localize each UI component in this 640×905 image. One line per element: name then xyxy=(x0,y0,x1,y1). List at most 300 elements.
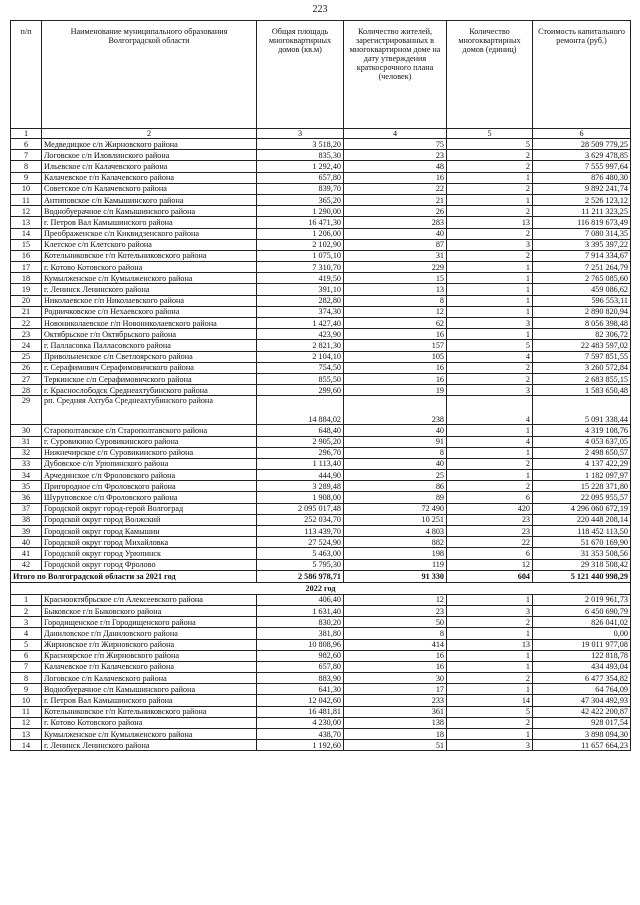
table-row xyxy=(11,217,631,228)
table-row xyxy=(11,661,631,672)
table-cell: 16 xyxy=(344,362,447,373)
col-number: 1 xyxy=(11,129,42,139)
table-cell: 233 xyxy=(344,695,447,706)
table-row xyxy=(11,695,631,706)
table-cell: 381,80 xyxy=(257,628,344,639)
table-cell: 641,30 xyxy=(257,684,344,695)
table-row xyxy=(11,206,631,217)
table-cell: Шуруповское с/п Фроловского района xyxy=(42,492,257,503)
table-cell: 4 230,00 xyxy=(257,717,344,728)
table-cell: 1 631,40 xyxy=(257,605,344,616)
table-cell: 86 xyxy=(344,481,447,492)
table-cell: Городской округ город Камышин xyxy=(42,526,257,537)
table-cell: 23 xyxy=(344,150,447,161)
table-cell: 21 xyxy=(344,194,447,205)
table-cell: 13 xyxy=(447,217,533,228)
table-cell: Быковское г/п Быковского района xyxy=(42,605,257,616)
table-cell: 11 657 664,23 xyxy=(533,740,631,751)
table-cell: г. Суровикино Суровикинского района xyxy=(42,436,257,447)
table-cell: Кумылженское с/п Кумылженского района xyxy=(42,273,257,284)
table-cell: Городищенское г/п Городищенского района xyxy=(42,617,257,628)
table-cell: 105 xyxy=(344,351,447,362)
table-cell: 30 xyxy=(344,673,447,684)
table-row xyxy=(11,150,631,161)
table-cell: 2 xyxy=(447,161,533,172)
table-cell: Ильевское с/п Калачевского района xyxy=(42,161,257,172)
table-cell: 8 xyxy=(11,161,42,172)
table-cell: Городской округ город Фролово xyxy=(42,559,257,570)
table-cell: 25 xyxy=(11,351,42,362)
table-cell: Калачевское г/п Калачевского района xyxy=(42,661,257,672)
table-cell: 826 041,02 xyxy=(533,617,631,628)
table-cell: 7 xyxy=(11,661,42,672)
table-cell: Новониколаевское г/п Новониколаевского района xyxy=(42,318,257,329)
table-cell: 62 xyxy=(344,318,447,329)
table-cell: 12 xyxy=(447,559,533,570)
table-cell: 648,40 xyxy=(257,425,344,436)
table-cell: 9 xyxy=(11,172,42,183)
table-cell: 32 xyxy=(11,447,42,458)
table-cell: г. Краснослободск Среднеахтубинского района xyxy=(42,385,257,396)
table-cell: 35 xyxy=(11,481,42,492)
table-cell: 29 xyxy=(11,396,42,425)
col-number: 2 xyxy=(42,129,257,139)
table-cell: 299,60 xyxy=(257,385,344,396)
table-cell: 31 xyxy=(11,436,42,447)
table-cell: 31 xyxy=(344,250,447,261)
table-cell: 2 821,30 xyxy=(257,340,344,351)
table-row xyxy=(11,628,631,639)
table-cell: Логовское с/п Калачевского района xyxy=(42,673,257,684)
table-cell: 2 095 017,48 xyxy=(257,503,344,514)
table-cell: 18 xyxy=(344,729,447,740)
table-cell: 4 296 060 672,19 xyxy=(533,503,631,514)
table-row xyxy=(11,351,631,362)
table-cell: 14 xyxy=(11,740,42,751)
table-cell: Нижнечирское с/п Суровикинского района xyxy=(42,447,257,458)
table-cell: 25 xyxy=(344,470,447,481)
table-cell: 282,80 xyxy=(257,295,344,306)
table-row xyxy=(11,559,631,570)
table-cell: 24 xyxy=(11,340,42,351)
table-cell: 596 553,11 xyxy=(533,295,631,306)
col-number: 3 xyxy=(257,129,344,139)
table-cell: 657,80 xyxy=(257,172,344,183)
table-cell: 2 905,20 xyxy=(257,436,344,447)
header-residents: Количество жителей, зарегистрированных в многоквартирном доме на дату утверждения краткосрочного плана (человек) xyxy=(344,21,447,129)
table-cell: 6 xyxy=(447,548,533,559)
table-cell: Кумылженское с/п Кумылженского района xyxy=(42,729,257,740)
table-cell: 6 xyxy=(11,139,42,150)
table-cell: 113 439,70 xyxy=(257,526,344,537)
table-cell: г. Котово Котовского района xyxy=(42,717,257,728)
table-cell: 22 xyxy=(447,537,533,548)
table-row xyxy=(11,318,631,329)
table-cell: 2 102,90 xyxy=(257,239,344,250)
table-cell: 51 xyxy=(344,740,447,751)
table-cell: 3 395 397,22 xyxy=(533,239,631,250)
table-cell: 2 890 820,94 xyxy=(533,306,631,317)
table-cell: 23 xyxy=(11,329,42,340)
table-cell: Котельниковское г/п Котельниковского района xyxy=(42,706,257,717)
table-cell: 1 xyxy=(447,470,533,481)
table-cell: 414 xyxy=(344,639,447,650)
table-cell: 2 xyxy=(447,206,533,217)
table-cell: 406,40 xyxy=(257,594,344,605)
table-cell: 4 053 637,05 xyxy=(533,436,631,447)
table-cell: 118 452 113,50 xyxy=(533,526,631,537)
table-cell: Клетское с/п Клетского района xyxy=(42,239,257,250)
table-cell: 365,20 xyxy=(257,194,344,205)
table-cell: 754,50 xyxy=(257,362,344,373)
table-cell: Арчединское с/п Фроловского района xyxy=(42,470,257,481)
table-cell: 296,70 xyxy=(257,447,344,458)
table-cell: 419,50 xyxy=(257,273,344,284)
table-row xyxy=(11,362,631,373)
table-row xyxy=(11,273,631,284)
table-cell: 2 765 085,60 xyxy=(533,273,631,284)
table-cell: 1 908,00 xyxy=(257,492,344,503)
table-cell: 839,70 xyxy=(257,183,344,194)
table-cell: 29 318 508,42 xyxy=(533,559,631,570)
table-cell: 36 xyxy=(11,492,42,503)
table-cell: 27 524,90 xyxy=(257,537,344,548)
table-cell: 1 xyxy=(447,425,533,436)
table-cell: Воднобуерачное с/п Камышинского района xyxy=(42,684,257,695)
table-cell: 13 xyxy=(344,284,447,295)
table-cell: 22 095 955,57 xyxy=(533,492,631,503)
table-cell: 17 xyxy=(344,684,447,695)
table-cell: 40 xyxy=(344,228,447,239)
table-cell: 4 xyxy=(447,351,533,362)
table-cell: 9 xyxy=(11,684,42,695)
table-cell: 4 xyxy=(447,396,533,425)
table-cell: 420 xyxy=(447,503,533,514)
page-number: 223 xyxy=(312,4,328,15)
table-cell: 882 xyxy=(344,537,447,548)
table-cell: Теркинское с/п Серафимовичского района xyxy=(42,373,257,384)
table-cell: 1 206,00 xyxy=(257,228,344,239)
total-cost: 5 121 440 998,29 xyxy=(533,570,631,582)
table-cell: 10 xyxy=(11,695,42,706)
table-cell: 34 xyxy=(11,470,42,481)
table-cell: 423,90 xyxy=(257,329,344,340)
table-cell: 2 xyxy=(447,673,533,684)
table-cell: 198 xyxy=(344,548,447,559)
table-cell: 26 xyxy=(11,362,42,373)
table-row xyxy=(11,172,631,183)
table-cell: 3 xyxy=(447,318,533,329)
table-cell: 33 xyxy=(11,458,42,469)
table-row xyxy=(11,306,631,317)
table-cell: 1 xyxy=(447,447,533,458)
table-cell: Николаевское г/п Николаевского района xyxy=(42,295,257,306)
table-cell: 438,70 xyxy=(257,729,344,740)
table-cell: 12 042,60 xyxy=(257,695,344,706)
table-row xyxy=(11,262,631,273)
table-cell: 37 xyxy=(11,503,42,514)
table-cell: 1 xyxy=(447,628,533,639)
table-cell: 42 422 200,87 xyxy=(533,706,631,717)
table-cell: 238 xyxy=(344,396,447,425)
table-cell: 16 xyxy=(344,329,447,340)
table-cell: 18 xyxy=(11,273,42,284)
table-cell: 1 427,40 xyxy=(257,318,344,329)
table-cell: 12 xyxy=(344,306,447,317)
table-cell: 12 xyxy=(344,594,447,605)
table-cell: 22 xyxy=(344,183,447,194)
table-cell: 1 xyxy=(11,594,42,605)
table-cell: 13 xyxy=(11,729,42,740)
table-cell: 19 xyxy=(344,385,447,396)
table-cell: 17 xyxy=(11,262,42,273)
table-cell: 22 xyxy=(11,318,42,329)
table-cell: 3 xyxy=(447,385,533,396)
table-cell: 2 xyxy=(447,617,533,628)
table-cell: Городской округ город-герой Волгоград xyxy=(42,503,257,514)
table-cell: 28 509 779,25 xyxy=(533,139,631,150)
table-cell: г. Ленинск Ленинского района xyxy=(42,284,257,295)
table-cell: 14 884,02 xyxy=(257,396,344,425)
table-cell: 7 251 264,79 xyxy=(533,262,631,273)
table-cell: 2 xyxy=(447,183,533,194)
table-cell: 3 xyxy=(447,605,533,616)
total-row xyxy=(11,570,631,582)
total-residents: 91 330 xyxy=(344,570,447,582)
table-cell: Старополтавское с/п Старополтавского района xyxy=(42,425,257,436)
table-cell: 7 080 314,35 xyxy=(533,228,631,239)
table-cell: 15 xyxy=(11,239,42,250)
table-row xyxy=(11,250,631,261)
table-cell: 12 xyxy=(11,206,42,217)
table-cell: 229 xyxy=(344,262,447,273)
table-cell: 2 xyxy=(447,150,533,161)
table-cell: 7 310,70 xyxy=(257,262,344,273)
table-row xyxy=(11,673,631,684)
table-cell: 1 xyxy=(447,684,533,695)
table-row xyxy=(11,373,631,384)
table-cell: 21 xyxy=(11,306,42,317)
table-row xyxy=(11,295,631,306)
table-cell: г. Палласовка Палласовского района xyxy=(42,340,257,351)
table-cell: 2 xyxy=(447,228,533,239)
table-cell: 1 xyxy=(447,329,533,340)
table-row xyxy=(11,706,631,717)
table-cell: 14 xyxy=(447,695,533,706)
table-row xyxy=(11,458,631,469)
table-cell: 434 493,04 xyxy=(533,661,631,672)
table-cell: г. Ленинск Ленинского района xyxy=(42,740,257,751)
table-cell: 444,90 xyxy=(257,470,344,481)
table-cell: 12 xyxy=(11,717,42,728)
table-cell: 8 056 398,48 xyxy=(533,318,631,329)
table-cell: 15 xyxy=(344,273,447,284)
table-cell: 116 819 673,49 xyxy=(533,217,631,228)
table-row xyxy=(11,425,631,436)
table-cell: 51 670 169,90 xyxy=(533,537,631,548)
table-cell: 3 xyxy=(11,617,42,628)
table-cell: 5 xyxy=(11,639,42,650)
table-cell: 252 034,70 xyxy=(257,514,344,525)
table-cell: 82 306,72 xyxy=(533,329,631,340)
table-cell: 2 498 650,57 xyxy=(533,447,631,458)
table-cell: 0,00 xyxy=(533,628,631,639)
table-cell: 7 xyxy=(11,150,42,161)
table-cell: 855,50 xyxy=(257,373,344,384)
table-row xyxy=(11,194,631,205)
table-row xyxy=(11,594,631,605)
table-cell: 19 011 977,08 xyxy=(533,639,631,650)
table-cell: 91 xyxy=(344,436,447,447)
table-row xyxy=(11,481,631,492)
table-cell: 119 xyxy=(344,559,447,570)
table-cell: 47 304 492,93 xyxy=(533,695,631,706)
table-cell: 23 xyxy=(447,526,533,537)
table-cell: 11 xyxy=(11,194,42,205)
table-cell: 1 xyxy=(447,194,533,205)
table-cell: 1 xyxy=(447,650,533,661)
table-cell: 40 xyxy=(344,458,447,469)
table-cell: 20 xyxy=(11,295,42,306)
table-cell: 5 xyxy=(447,706,533,717)
table-cell: 72 490 xyxy=(344,503,447,514)
table-row xyxy=(11,139,631,150)
table-cell: 26 xyxy=(344,206,447,217)
table-row xyxy=(11,503,631,514)
total-houses: 604 xyxy=(447,570,533,582)
table-cell: Медведицкое с/п Жирновского района xyxy=(42,139,257,150)
table-cell: 5 xyxy=(447,139,533,150)
table-cell: 2 xyxy=(447,458,533,469)
table-cell: г. Котово Котовского района xyxy=(42,262,257,273)
table-cell: 7 555 997,64 xyxy=(533,161,631,172)
table-cell: 30 xyxy=(11,425,42,436)
table-row xyxy=(11,537,631,548)
table-cell: 39 xyxy=(11,526,42,537)
table-cell: 4 xyxy=(447,436,533,447)
table-row xyxy=(11,239,631,250)
table-cell: 220 448 208,14 xyxy=(533,514,631,525)
table-cell: 40 xyxy=(344,425,447,436)
table-cell: 3 260 572,84 xyxy=(533,362,631,373)
table-cell: 89 xyxy=(344,492,447,503)
table-cell: 830,20 xyxy=(257,617,344,628)
table-cell: 87 xyxy=(344,239,447,250)
table-row xyxy=(11,284,631,295)
table-row xyxy=(11,228,631,239)
table-cell: 122 818,78 xyxy=(533,650,631,661)
table-cell: 391,10 xyxy=(257,284,344,295)
table-cell: 3 xyxy=(447,740,533,751)
table-cell: Дубовское с/п Урюпинского района xyxy=(42,458,257,469)
table-row xyxy=(11,717,631,728)
table-cell: 75 xyxy=(344,139,447,150)
table-cell: 876 480,30 xyxy=(533,172,631,183)
column-number-row xyxy=(11,129,631,139)
table-cell: 928 017,54 xyxy=(533,717,631,728)
table-cell: 10 808,96 xyxy=(257,639,344,650)
table-body xyxy=(11,129,631,751)
table-cell: 2 xyxy=(447,717,533,728)
table-cell: 5 xyxy=(447,340,533,351)
table-cell: Октябрьское г/п Октябрьского района xyxy=(42,329,257,340)
header-index: п/п xyxy=(11,21,42,129)
table-cell: Котельниковское г/п Котельниковского района xyxy=(42,250,257,261)
table-cell: 2 xyxy=(447,373,533,384)
table-cell: 2 526 123,12 xyxy=(533,194,631,205)
table-cell: 42 xyxy=(11,559,42,570)
table-cell: 8 xyxy=(344,447,447,458)
table-cell: 361 xyxy=(344,706,447,717)
table-cell: 40 xyxy=(11,537,42,548)
table-cell: 23 xyxy=(447,514,533,525)
table-cell: 22 483 597,02 xyxy=(533,340,631,351)
table-cell: 1 290,00 xyxy=(257,206,344,217)
table-cell: Даниловское г/п Даниловского района xyxy=(42,628,257,639)
table-cell: 48 xyxy=(344,161,447,172)
table-cell: 6 450 690,79 xyxy=(533,605,631,616)
table-cell: 1 192,60 xyxy=(257,740,344,751)
table-cell: 9 892 241,74 xyxy=(533,183,631,194)
table-cell: 10 251 xyxy=(344,514,447,525)
table-cell: 16 471,30 xyxy=(257,217,344,228)
table-cell: 16 xyxy=(344,661,447,672)
table-cell: 1 xyxy=(447,729,533,740)
table-cell: Логовское с/п Иловлинского района xyxy=(42,150,257,161)
table-cell: 982,60 xyxy=(257,650,344,661)
table-cell: 3 898 094,30 xyxy=(533,729,631,740)
table-cell: Красноярское г/п Жирновского района xyxy=(42,650,257,661)
table-cell: Городской округ город Урюпинск xyxy=(42,548,257,559)
table-cell: 1 xyxy=(447,172,533,183)
table-cell: 1 182 097,97 xyxy=(533,470,631,481)
table-cell: 27 xyxy=(11,373,42,384)
table-cell: Городской округ город Михайловка xyxy=(42,537,257,548)
col-number: 6 xyxy=(533,129,631,139)
table-cell: 14 xyxy=(11,228,42,239)
table-row xyxy=(11,436,631,447)
table-cell: Краснооктябрьское с/п Алексеевского района xyxy=(42,594,257,605)
housing-repair-table xyxy=(10,20,631,751)
table-cell: 3 518,20 xyxy=(257,139,344,150)
table-cell: 1 075,10 xyxy=(257,250,344,261)
header-cost: Стоимость капитального ремонта (руб.) xyxy=(533,21,631,129)
table-cell: 459 086,62 xyxy=(533,284,631,295)
table-cell: 1 583 650,48 xyxy=(533,385,631,396)
table-cell: г. Серафимович Серафимовичского района xyxy=(42,362,257,373)
header-area: Общая площадь многоквартирных домов (кв.м) xyxy=(257,21,344,129)
table-cell: 8 xyxy=(344,295,447,306)
table-cell: Пригородное с/п Фроловского района xyxy=(42,481,257,492)
table-row xyxy=(11,684,631,695)
table-row xyxy=(11,470,631,481)
table-cell: 835,30 xyxy=(257,150,344,161)
table-cell: 4 803 xyxy=(344,526,447,537)
table-cell: 16 xyxy=(344,172,447,183)
table-cell: 3 xyxy=(447,239,533,250)
table-cell: 28 xyxy=(11,385,42,396)
table-cell: 11 xyxy=(11,706,42,717)
table-cell: 38 xyxy=(11,514,42,525)
table-cell: 7 597 851,55 xyxy=(533,351,631,362)
table-row xyxy=(11,447,631,458)
table-cell: 1 113,40 xyxy=(257,458,344,469)
table-cell: 2 xyxy=(447,250,533,261)
header-municipality: Наименование муниципального образования Волгоградской области xyxy=(42,21,257,129)
table-row xyxy=(11,548,631,559)
table-row xyxy=(11,617,631,628)
table-cell: рп. Средняя Ахтуба Среднеахтубинского района xyxy=(42,396,257,425)
